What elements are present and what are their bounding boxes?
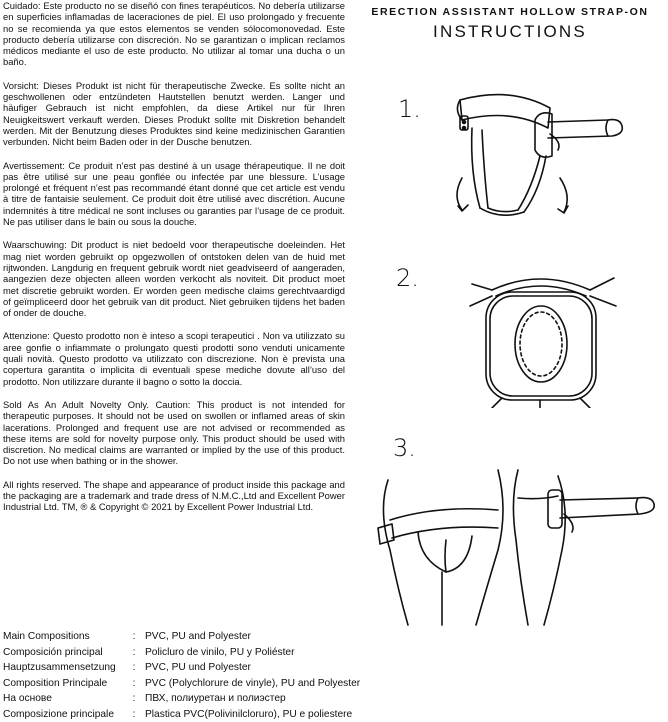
composition-row — [3, 691, 663, 707]
composition-label: Composición principal — [3, 645, 123, 661]
composition-row — [3, 660, 663, 676]
composition-value: PVC, PU und Polyester — [145, 660, 663, 676]
composition-colon: : — [123, 691, 145, 707]
composition-colon: : — [123, 707, 145, 722]
composition-value: PVC (Polychlorure de vinyle), PU and Polyester — [145, 676, 663, 692]
composition-colon: : — [123, 629, 145, 645]
warning-french: Avertissement: Ce produit n’est pas destiné à un usage thérapeutique. Il ne doit pas être utilisé sur une peau gonflée ou infectée par une blessure. L’usage prolongé et fréquent n’est pas recommandé étant donné que cet article est vendu à titre de fantaisie seulement. Ce produit doit être utilisé avec discrétion. Aucune indemnités à titre médical ne sont incluses ou garanties par l’usage de ce produit. Ne pas utiliser dans le bain ou sous la douche. — [3, 160, 345, 228]
warnings-column — [3, 0, 345, 525]
composition-label: На основе — [3, 691, 123, 707]
warning-english: Sold As An Adult Novelty Only. Caution: This product is not intended for therapeutic purposes. It should not be used on swollen or inflamed areas of skin lacerations. Prolonged and frequent use are not advised or recommended as these items are sold for novelty purpose only. This product should be used with discretion. No medical claims are warranted or implied by the use of this product. Do not use when bathing or in the shower. — [3, 399, 345, 467]
step-2-number: 2. — [396, 264, 419, 292]
copyright-notice: All rights reserved. The shape and appearance of product inside this package and the packaging are a trademark and trade dress of N.M.C.,Ltd and Excellent Power Industrial Ltd. TM, ® & Copyright © 2021 by Excellent Power Industrial Ltd. — [3, 479, 345, 513]
composition-label: Composizione principale — [3, 707, 123, 722]
composition-label: Hauptzusammensetzung — [3, 660, 123, 676]
composition-value: Policluro de vinilo, PU y Poliéster — [145, 645, 663, 661]
composition-colon: : — [123, 645, 145, 661]
step-3-number: 3. — [393, 434, 416, 462]
warning-italian: Attenzione: Questo prodotto non è inteso a scopi terapeutici . Non va utilizzato su aree gonfie o infiammate o prolungato questi prodotti sono venduti unicamente quali novità. Questo prodotto va utilizzato con discrezione. Non è prevista una copertura garantita o implicita di eventuali spese mediche dovute all’uso del prodotto. Non utilizzare durante il bagno o sotto la doccia. — [3, 330, 345, 386]
instructions-header — [360, 6, 660, 42]
warning-spanish: Cuidado: Este producto no se diseñó con fines terapéuticos. No debería utilizarse en superficies inflamadas de laceraciones de piel. El uso prolongado y frecuente no se recomienda ya que estos elementos se venden sólocomonovedad. Este producto debería utilizarse con discreción. No se garantizan o implican reclamos médicos mediante el uso de este producto. No utilizar al tomar una ducha o un baño. — [3, 0, 345, 68]
composition-colon: : — [123, 676, 145, 692]
composition-row — [3, 645, 663, 661]
composition-label: Main Compositions — [3, 629, 123, 645]
step-1-number: 1. — [398, 95, 421, 123]
instructions-title: INSTRUCTIONS — [360, 22, 660, 42]
warning-german: Vorsicht: Dieses Produkt ist nicht für therapeutische Zwecke. Es sollte nicht an geschwollenen oder entzündeten Hautstellen benutzt werden. Langer und häufiger Gebrauch ist nicht empfohlen, da diese Artikel nur für Ihren Neuigkeitswert verkauft werden. Dieses Produkt sollte mit Diskretion behandelt werden. Mit der Benutzung dieses Produktes sind keine medizinischen Garantien verbunden. Nicht beim Baden oder in der Dusche benutzen. — [3, 80, 345, 148]
composition-row — [3, 676, 663, 692]
step-1-illustration — [440, 78, 640, 238]
step-2-illustration — [430, 248, 655, 408]
composition-value: ПВХ, полиуретан и полиэстер — [145, 691, 663, 707]
composition-value: Plastica PVC(Polivinilcloruro), PU e poliestere — [145, 707, 663, 722]
step-3-illustration — [368, 440, 668, 630]
warning-dutch: Waarschuwing: Dit product is niet bedoeld voor therapeutische doeleinden. Het mag niet worden gebruikt op opgezwollen of ontstoken delen van de huid met rijtwonden. Langdurig en frequent gebruik wordt niet geadviseerd of aangeraden, aangezien deze objecten alleen worden verkocht als noviteit. Dit product moet met discretie gebruikt worden. Er worden geen medische claims gerechtvaardigd of geïmpliceerd door het gebruik van dit product. Niet gebruiken tijdens het baden of onder de douche. — [3, 239, 345, 318]
compositions-table — [3, 629, 663, 722]
composition-colon: : — [123, 660, 145, 676]
product-name: ERECTION ASSISTANT HOLLOW STRAP-ON — [360, 6, 660, 18]
composition-value: PVC, PU and Polyester — [145, 629, 663, 645]
composition-label: Composition Principale — [3, 676, 123, 692]
composition-row — [3, 629, 663, 645]
